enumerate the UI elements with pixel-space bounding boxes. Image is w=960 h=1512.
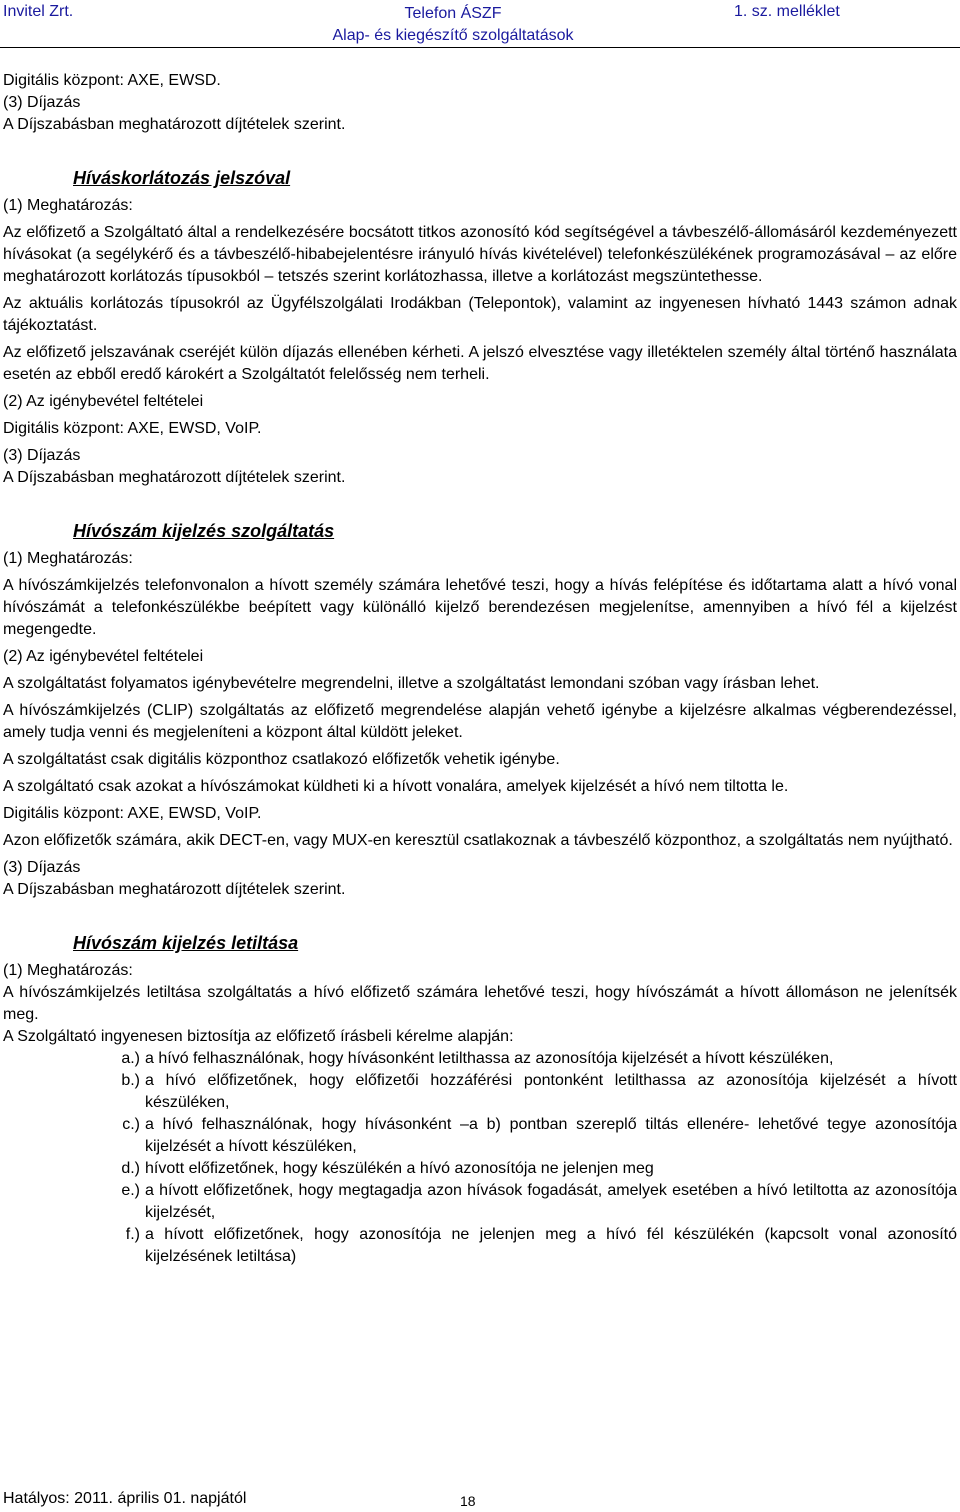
- list-item-label: a.): [121, 1050, 140, 1067]
- section1-paragraph-3: Az előfizető jelszavának cseréjét külön díjazás ellenében kérheti. A jelszó elvesztése vagy illetéktelen személy által történő használata esetén az ebből eredő károkért a Szolgáltatót felelősség nem terheli.: [3, 344, 957, 383]
- header-doc-subtitle: Alap- és kiegészítő szolgáltatások: [332, 27, 574, 44]
- header-company: Invitel Zrt.: [3, 3, 74, 20]
- list-item-label: b.): [121, 1072, 140, 1089]
- list-item-label: c.): [122, 1116, 140, 1133]
- page-number: 18: [460, 1493, 476, 1509]
- header-doc-title: Telefon ÁSZF: [404, 5, 502, 22]
- section1-central: Digitális központ: AXE, EWSD, VoIP.: [3, 420, 262, 437]
- section2-paragraph-3: A hívószámkijelzés (CLIP) szolgáltatás az előfizető megrendelése alapján vehető igénybe a kijelzésre alkalmas végberendezéssel, amely tudja venni és megjeleníteni a központ által küldött jeleket.: [3, 702, 957, 741]
- list-item-text: a hívó előfizetőnek, hogy előfizetői hozzáférési pontonként letilthassa az azonosítója kijelzését a hívott készüléken,: [145, 1072, 957, 1111]
- section1-fee-heading: (3) Díjazás: [3, 447, 81, 464]
- section1-cond-heading: (2) Az igénybevétel feltételei: [3, 393, 204, 410]
- section2-paragraph-4: A szolgáltatást csak digitális központhoz csatlakozó előfizetők vehetik igénybe.: [3, 751, 560, 768]
- section2-paragraph-2: A szolgáltatást folyamatos igénybevételre megrendelni, illetve a szolgáltatást lemondani szóban vagy írásban lehet.: [3, 675, 820, 692]
- list-item: [3, 1224, 957, 1268]
- header-annex: 1. sz. melléklet: [734, 3, 840, 20]
- section2-fee-heading: (3) Díjazás: [3, 859, 81, 876]
- section2-cond-heading: (2) Az igénybevétel feltételei: [3, 648, 204, 665]
- list-item: [3, 1114, 957, 1158]
- page-header: [0, 3, 960, 48]
- section-title-caller-id-block: Hívószám kijelzés letiltása: [73, 933, 299, 953]
- section1-fee-text: A Díjszabásban meghatározott díjtételek szerint.: [3, 469, 346, 486]
- page-footer: [0, 1490, 960, 1512]
- list-item-text: a hívott előfizetőnek, hogy megtagadja azon hívások fogadását, amelyek esetében a hívó letiltotta az azonosítója kijelzését,: [145, 1182, 957, 1221]
- section3-def-heading: (1) Meghatározás:: [3, 962, 133, 979]
- section2-paragraph-6: Azon előfizetők számára, akik DECT-en, vagy MUX-en keresztül csatlakoznak a távbeszélő központhoz, a szolgáltatás nem nyújtható.: [3, 832, 953, 849]
- list-item-text: hívott előfizetőnek, hogy készülékén a hívó azonosítója ne jelenjen meg: [145, 1160, 654, 1177]
- section1-def-heading: (1) Meghatározás:: [3, 197, 133, 214]
- list-item-label: f.): [125, 1226, 140, 1243]
- section-title-caller-id: Hívószám kijelzés szolgáltatás: [73, 521, 335, 541]
- section-title-call-restriction: Híváskorlátozás jelszóval: [73, 168, 291, 188]
- intro-central: Digitális központ: AXE, EWSD.: [3, 72, 221, 89]
- list-item-label: e.): [121, 1182, 140, 1199]
- section2-paragraph-5: A szolgáltató csak azokat a hívószámokat küldheti ki a hívott vonalára, amelyek kijelzését a hívó nem tiltotta le.: [3, 778, 789, 795]
- intro-fee-text: A Díjszabásban meghatározott díjtételek szerint.: [3, 116, 346, 133]
- header-title-block: [318, 3, 588, 47]
- section2-central: Digitális központ: AXE, EWSD, VoIP.: [3, 805, 262, 822]
- section1-paragraph-2: Az aktuális korlátozás típusokról az Ügyfélszolgálati Irodákban (Telepontok), valamint az ingyenesen hívható 1443 számon adnak tájékoztatást.: [3, 295, 957, 334]
- section2-paragraph-1: A hívószámkijelzés telefonvonalon a hívott személy számára lehetővé teszi, hogy a hívás felépítése és időtartama alatt a hívó vonal hívószámát a telefonkészülékbe beépített vagy különálló kijelző berendezésen megjelenítse, amennyiben a hívó fél a kijelzést megengedte.: [3, 577, 957, 638]
- list-item: [3, 1070, 957, 1114]
- section2-def-heading: (1) Meghatározás:: [3, 550, 133, 567]
- list-item-text: a hívott előfizetőnek, hogy azonosítója ne jelenjen meg a hívó fél készülékén (kapcsolt vonal azonosító kijelzésének letiltása): [145, 1226, 957, 1265]
- section3-paragraph-2: A Szolgáltató ingyenesen biztosítja az előfizető írásbeli kérelme alapján:: [3, 1028, 514, 1045]
- section2-fee-text: A Díjszabásban meghatározott díjtételek szerint.: [3, 881, 346, 898]
- list-item-text: a hívó felhasználónak, hogy hívásonként letilthassa az azonosítója kijelzését a hívott készüléken,: [145, 1050, 834, 1067]
- list-item-label: d.): [121, 1160, 140, 1177]
- document-body: [3, 70, 957, 1268]
- list-item: [3, 1158, 957, 1180]
- section1-paragraph-1: Az előfizető a Szolgáltató által a rendelkezésére bocsátott titkos azonosító kód segítségével a távbeszélő-állomásáról kezdeményezett hívásokat (a segélykérő és a távbeszélő-hibabejelentésre irányuló hívás kivételével) telefonkészülékének programozásával – az előre meghatározott korlátozás típusokból – tetszés szerint korlátozhassa, illetve a korlátozást megszüntethesse.: [3, 224, 957, 285]
- section3-paragraph-1: A hívószámkijelzés letiltása szolgáltatás a hívó előfizető számára lehetővé teszi, hogy hívószámát a hívott állomáson ne jelenítsék meg.: [3, 984, 957, 1023]
- option-list: [3, 1048, 957, 1268]
- list-item: [3, 1180, 957, 1224]
- intro-fee-heading: (3) Díjazás: [3, 94, 81, 111]
- footer-effective-date: Hatályos: 2011. április 01. napjától: [3, 1490, 247, 1507]
- list-item: [3, 1048, 957, 1070]
- list-item-text: a hívó felhasználónak, hogy hívásonként –a b) pontban szereplő tiltás ellenére- lehetővé tegye azonosítója kijelzését a hívott készüléken,: [145, 1116, 957, 1155]
